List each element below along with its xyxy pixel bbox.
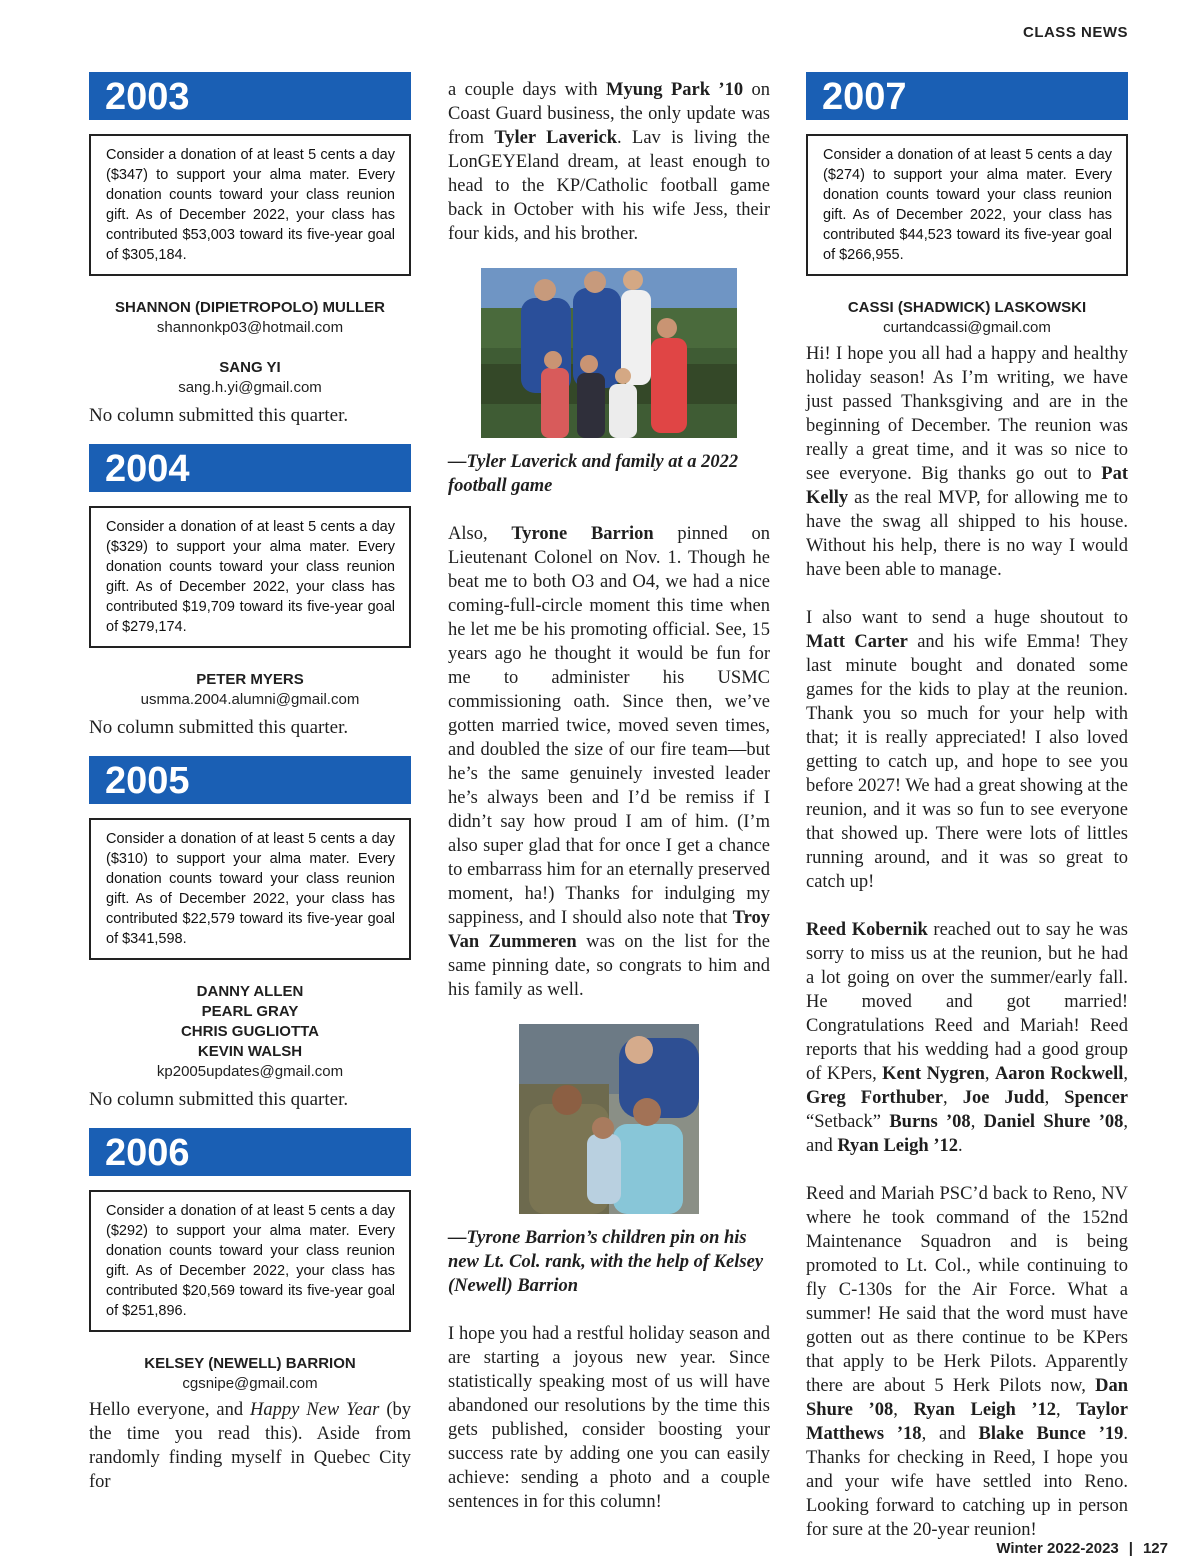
footer-separator: | — [1128, 1540, 1133, 1557]
text-run: on Coast Guard business, the only update was from — [448, 80, 771, 148]
donation-box-2005: Consider a donation of at least 5 cents a day ($310) to support your alma mater. Every donation counts toward your class reunion gift. As of December 2022, your class has contributed $22,579 toward its five-year goal of $341,598. — [89, 818, 411, 960]
no-column-note: No column submitted this quarter. — [89, 717, 349, 738]
person-name: Tyler Laverick — [494, 128, 618, 148]
year-heading-2006: 2006 — [89, 1128, 411, 1176]
class-agent — [89, 1354, 411, 1394]
year-heading-2004: 2004 — [89, 444, 411, 492]
agent-email[interactable]: curtandcassi@gmail.com — [883, 319, 1051, 336]
text-run: Hello everyone, and — [89, 1400, 251, 1420]
text-run: reached out to say he was sorry to miss us at the reunion, but he had a lot going on over the summer/early fall. He moved and got married! Congratulations Reed and Mariah! Reed reports that his wedding had a good group of KPers, — [806, 920, 1128, 1084]
agent-name: PEARL GRAY — [201, 1003, 299, 1020]
agent-name: SANG YI — [219, 359, 281, 376]
text-run: “Setback” — [806, 1112, 890, 1132]
agent-email[interactable]: shannonkp03@hotmail.com — [156, 319, 344, 336]
column-left — [89, 72, 411, 1494]
donation-box-2007: Consider a donation of at least 5 cents a day ($274) to support your alma mater. Every donation counts toward your class reunion gift. As of December 2022, your class has contributed $44,523 toward its five-year goal of $266,955. — [806, 134, 1128, 276]
agent-name: PETER MYERS — [196, 671, 304, 688]
agent-name: CASSI (SHADWICK) LASKOWSKI — [847, 299, 1087, 316]
photo-caption-2: —Tyrone Barrion’s children pin on his new Lt. Col. rank, with the help of Kelsey (Newell) Barrion — [448, 1228, 764, 1296]
person-name: Troy Van Zummeren — [448, 908, 770, 952]
class-2006 — [89, 1128, 411, 1494]
donation-box-2006: Consider a donation of at least 5 cents a day ($292) to support your alma mater. Every donation counts toward your class reunion gift. As of December 2022, your class has contributed $20,569 toward its five-year goal of $251,896. — [89, 1190, 411, 1332]
agent-email[interactable]: usmma.2004.alumni@gmail.com — [140, 691, 360, 708]
person-name: Ryan Leigh ’12 — [913, 1400, 1057, 1420]
agent-name: DANNY ALLEN — [196, 983, 304, 1000]
page-number: 127 — [1142, 1540, 1168, 1557]
person-name: Taylor Matthews ’18 — [806, 1400, 1129, 1444]
donation-box-2003: Consider a donation of at least 5 cents a day ($347) to support your alma mater. Every donation counts toward your class reunion gift. As of December 2022, your class has contributed $53,003 toward its five-year goal of $305,184. — [89, 134, 411, 276]
paragraph — [448, 522, 770, 1002]
person-name: Spencer — [1064, 1088, 1128, 1108]
paragraph — [806, 606, 1128, 894]
class-agents — [89, 982, 411, 1082]
person-name: Joe Judd — [962, 1088, 1045, 1108]
text-run: , and — [806, 1112, 1128, 1156]
class-agent — [806, 298, 1128, 338]
text-run: and his wife Emma! They last minute bought and donated some games for the kids to play at the reunion. Thank you so much for your help with that; it is really appreciated! I also loved getting to catch up, and hope to see you before 2027! We had a great showing at the reunion, and it was so fun to see everyone that showed up. There were lots of littles running around, and it was so great to catch up! — [806, 632, 1128, 892]
text-run: . — [957, 1136, 963, 1156]
agent-email[interactable]: sang.h.yi@gmail.com — [178, 379, 322, 396]
agent-email[interactable]: cgsnipe@gmail.com — [182, 1375, 318, 1392]
text-run: , and — [921, 1424, 979, 1444]
person-name: Matt Carter — [806, 632, 908, 652]
person-name: Pat Kelly — [806, 464, 1128, 508]
person-name: Daniel Shure ’08 — [983, 1112, 1124, 1132]
text-run: Reed and Mariah PSC’d back to Reno, NV where he took command of the 152nd Maintenance Squadron and is being promoted to Lt. Col., while continuing to fly C-130s for the Air Force. What a summer! He said that the word must have gotten out as there continue to be KPers that apply to be Herk Pilots. Apparently there are about 5 Herk Pilots now, — [806, 1184, 1128, 1396]
class-2004 — [89, 444, 411, 740]
person-name: Ryan Leigh ’12 — [837, 1136, 958, 1156]
person-name: Dan Shure ’08 — [806, 1376, 1128, 1420]
no-column-note: No column submitted this quarter. — [89, 405, 349, 426]
year-heading-2003: 2003 — [89, 72, 411, 120]
text-run: I also want to send a huge shoutout to — [806, 608, 1128, 628]
year-heading-2005: 2005 — [89, 756, 411, 804]
person-name: Tyrone Barrion — [511, 524, 654, 544]
page-footer — [996, 1540, 1168, 1557]
column-intro — [89, 1398, 411, 1494]
photo-caption-1: —Tyler Laverick and family at a 2022 football game — [448, 452, 739, 496]
agent-name: SHANNON (DIPIETROPOLO) MULLER — [115, 299, 385, 316]
text-run: . Thanks for checking in Reed, I hope you and your wife have settled into Reno. Looking forward to catching up in person for sure at the 20-year reunion! — [806, 1424, 1128, 1540]
person-name: Burns ’08 — [889, 1112, 971, 1132]
column-right — [806, 72, 1128, 1542]
class-2003 — [89, 72, 411, 428]
agent-name: KELSEY (NEWELL) BARRION — [144, 1355, 356, 1372]
text-run: , — [1044, 1088, 1065, 1108]
paragraph: I hope you had a restful holiday season and are starting a joyous new year. Since statistically speaking most of us will have abandoned our resolutions by the time this gets published, consider boosting your success rate by adding one you can easily achieve: sending a photo and a couple sentences in for this column! — [448, 1324, 770, 1512]
text-run: . Lav is living the LonGEYEland dream, at least enough to head to the KP/Catholic football game back in October with his wife Jess, their four kids, and his brother. — [448, 128, 770, 244]
photo-barrion-pinning — [519, 1024, 699, 1214]
text-run: Also, — [448, 524, 512, 544]
year-heading-2007: 2007 — [806, 72, 1128, 120]
person-name: Greg Forthuber — [806, 1088, 944, 1108]
class-2007 — [806, 72, 1128, 1542]
class-agent — [89, 358, 411, 398]
text-run: , — [1056, 1400, 1077, 1420]
paragraph — [806, 918, 1128, 1158]
emphasis: Happy New Year — [250, 1400, 380, 1420]
text-run: , — [1123, 1064, 1128, 1084]
donation-box-2004: Consider a donation of at least 5 cents a day ($329) to support your alma mater. Every donation counts toward your class reunion gift. As of December 2022, your class has contributed $19,709 toward its five-year goal of $279,174. — [89, 506, 411, 648]
paragraph — [806, 342, 1128, 582]
paragraph — [448, 78, 770, 246]
text-run: , — [943, 1088, 963, 1108]
text-run: (by the time you read this). Aside from randomly finding myself in Quebec City for — [89, 1400, 411, 1492]
text-run: , — [970, 1112, 984, 1132]
person-name: Aaron Rockwell — [994, 1064, 1124, 1084]
class-2005 — [89, 756, 411, 1112]
text-run: pinned on Lieutenant Colonel on Nov. 1. Though he beat me to both O3 and O4, we had a nice coming-full-circle moment this time when he let me be his promoting official. See, 15 years ago he thought it would be fun for me to administer his USMC commissioning oath. Since then, we’ve gotten married twice, moved seven times, and doubled the size of our fire team—but he’s the same genuinely invested leader he’s always been and I’d be remiss if I didn’t say how proud I am of him. (I’m also super glad that for once I get a chance to embarrass him for an eternally preserved moment, ha!) Thanks for indulging my sappiness, and I should also note that — [448, 524, 770, 928]
no-column-note: No column submitted this quarter. — [89, 1089, 349, 1110]
agent-email[interactable]: kp2005updates@gmail.com — [156, 1063, 344, 1080]
text-run: was on the list for the same pinning date, so congrats to him and his family as well. — [448, 932, 770, 1000]
text-run: Hi! I hope you all had a happy and healthy holiday season! As I’m writing, we have just passed Thanksgiving and are in the beginning of December. The reunion was really a great time, and it was so nice to see everyone. Big thanks go out to — [806, 344, 1128, 484]
agent-name: KEVIN WALSH — [197, 1043, 303, 1060]
class-agent — [89, 670, 411, 710]
agent-name: CHRIS GUGLIOTTA — [180, 1023, 320, 1040]
text-run: a couple days with — [448, 80, 606, 100]
issue-label: Winter 2022-2023 — [996, 1540, 1119, 1557]
photo-laverick-family — [481, 268, 737, 438]
text-run: , — [984, 1064, 995, 1084]
family-photo-image — [481, 268, 737, 438]
person-name: Myung Park ’10 — [606, 80, 744, 100]
pinning-photo-image — [519, 1024, 699, 1214]
text-run: as the real MVP, for allowing me to have the swag all shipped to his house. Without his help, there is no way I would have been able to manage. — [806, 488, 1128, 580]
person-name: Blake Bunce ’19 — [978, 1424, 1124, 1444]
text-run: , — [893, 1400, 914, 1420]
person-name: Reed Kobernik — [806, 920, 928, 940]
class-agent — [89, 298, 411, 338]
section-label: CLASS NEWS — [1022, 24, 1128, 41]
column-middle — [448, 78, 770, 1514]
paragraph — [806, 1182, 1128, 1542]
person-name: Kent Nygren — [882, 1064, 985, 1084]
